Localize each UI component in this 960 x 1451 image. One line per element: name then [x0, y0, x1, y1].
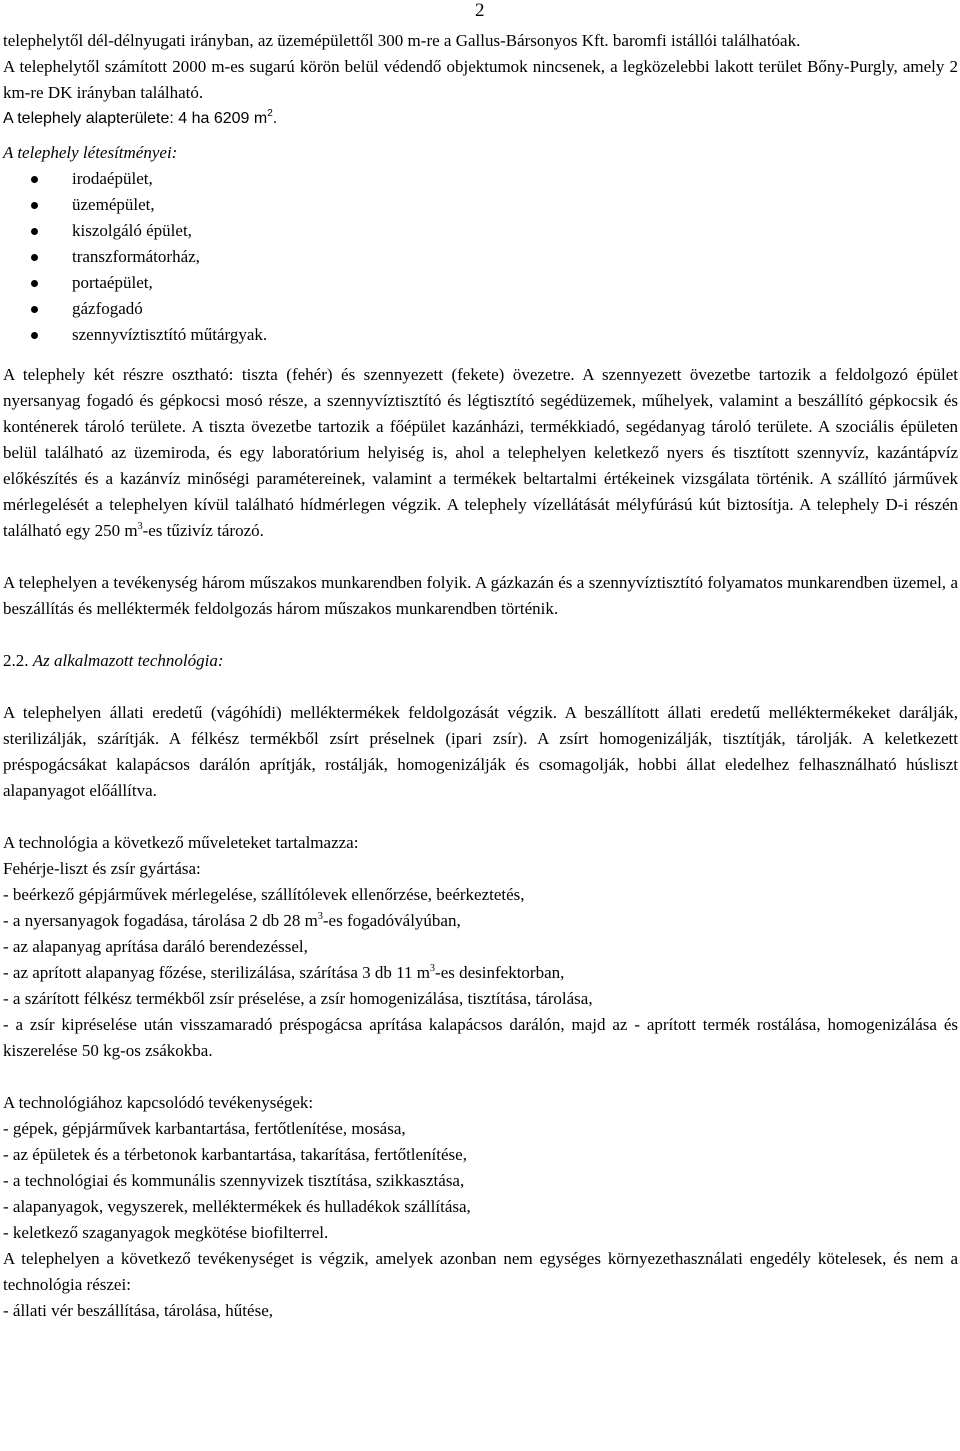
list-item: - az aprított alapanyag főzése, sterilizálása, szárítása 3 db 11 $m^3-es$ desinfektorban,: [3, 963, 565, 982]
list-item: - a technológiai és kommunális szennyvizek tisztítása, szikkasztása,: [3, 1171, 465, 1190]
paragraph-location: telephelytől dél-délnyugati irányban, az üzemépülettől 300 m-re a Gallus-Bársonyos Kft. baromfi istállói találhatóak.: [3, 31, 801, 50]
facility-label: irodaépület,: [72, 169, 153, 188]
list-item: - az alapanyag aprítása daráló berendezéssel,: [3, 937, 308, 956]
list-item: [3, 296, 958, 322]
bullet-icon: [31, 306, 38, 313]
list-item: - beérkező gépjárművek mérlegelése, szállítólevek ellenőrzése, beérkeztetés,: [3, 885, 525, 904]
paragraph-shifts: A telephelyen a tevékenység három műszakos munkarendben folyik. A gázkazán és a szennyvíztisztító folyamatos munkarendben üzemel, a beszállítás és melléktermék feldolgozás három műszakos munkarendben történik.: [3, 573, 958, 618]
bullet-icon: [31, 254, 38, 261]
bullet-icon: [31, 228, 38, 235]
list-item: [3, 322, 958, 348]
facility-label: kiszolgáló épület,: [72, 221, 192, 240]
paragraph-related-intro: A technológiához kapcsolódó tevékenységek:: [3, 1093, 314, 1112]
list-item: [3, 218, 958, 244]
paragraph-area: [3, 106, 958, 132]
area-sup: 2: [267, 108, 273, 119]
facility-label: szennyvíztisztító műtárgyak.: [72, 325, 268, 344]
list-item: [3, 192, 958, 218]
list-item: [3, 166, 958, 192]
list-item: - gépek, gépjárművek karbantartása, fertőtlenítése, mosása,: [3, 1119, 406, 1138]
list-item: - állati vér beszállítása, tárolása, hűtése,: [3, 1301, 273, 1320]
paragraph-surroundings: A telephelytől számított 2000 m-es sugarú körön belül védendő objektumok nincsenek, a legközelebbi lakott terület Bőny-Purgly, amely 2 km-re DK irányban található.: [3, 57, 958, 102]
section-number: 2.2.: [3, 651, 29, 670]
section-heading: [3, 648, 958, 674]
zones-end: -es tűzivíz tározó.: [142, 521, 264, 540]
steps-list: [3, 882, 958, 1064]
list-item: [3, 270, 958, 296]
list-item: [3, 244, 958, 270]
paragraph-other-activities: A telephelyen a következő tevékenységet is végzik, amelyek azonban nem egységes környezethasználati engedély kötelesek, és nem a technológia részei:: [3, 1249, 958, 1294]
bullet-icon: [31, 332, 38, 339]
paragraph-production-title: Fehérje-liszt és zsír gyártása:: [3, 859, 201, 878]
facilities-title: A telephely létesítményei:: [3, 143, 178, 162]
related-list: [3, 1116, 958, 1246]
bullet-icon: [31, 202, 38, 209]
list-item: - keletkező szaganyagok megkötése biofilterrel.: [3, 1223, 329, 1242]
area-text: A telephely alapterülete: 4 ha 6209 m: [3, 110, 268, 127]
bullet-icon: [31, 280, 38, 287]
facilities-list: [3, 166, 958, 348]
list-item: - a szárított félkész termékből zsír préselése, a zsír homogenizálása, tisztítása, tárolása,: [3, 989, 593, 1008]
zones-text: A telephely két részre osztható: tiszta (fehér) és szennyezett (fekete) övezetre. A szennyezett övezetbe tartozik a feldolgozó épület nyersanyag fogadó és gépkocsi mosó része, a szennyvíztisztító és légtisztító segédüzemek, műhelyek, valamint a beszállító gépkocsik és konténerek tároló területe. A tiszta övezetbe tartozik a főépület kazánházi, termékkiadó, segédanyag tároló területe. A szociális épületen belül található az üzemiroda, és egy laboratórium helyiség is, ahol a telephelyen keletkező nyers és tisztított szennyvíz, kazántápvíz előkészítés és a kazánvíz minőségi paramétereinek, valamint a termékek beltartalmi értékeinek vizsgálata történik. A szállító járművek mérlegelését a telephelyen kívül található hídmérlegen végzik. A telephely vízellátását mélyfúrású kút biztosítja. A telephely D-i részén található egy 250 m: [3, 365, 958, 540]
list-item: - alapanyagok, vegyszerek, melléktermékek és hulladékok szállítása,: [3, 1197, 471, 1216]
document-page: [3, 0, 958, 1324]
facility-label: üzemépület,: [72, 195, 155, 214]
paragraph-technology: A telephelyen állati eredetű (vágóhídi) melléktermékek feldolgozását végzik. A beszállított állati eredetű melléktermékeket darálják, sterilizálják, szárítják. A félkész termékből zsírt préselnek (ipari zsír). A zsírt homogenizálják, tisztítják, tárolják. A keletkezett préspogácsákat kalapácsos darálón aprítják, rostálják, homogenizálják és csomagolják, hobbi állat eledelhez felhasználható húsliszt alapanyagot előállítva.: [3, 703, 958, 800]
zones-sup: 3: [137, 521, 143, 532]
section-title: Az alkalmazott technológia:: [32, 651, 224, 670]
paragraph-operations-intro: A technológia a következő műveleteket tartalmazza:: [3, 833, 359, 852]
list-item: - az épületek és a térbetonok karbantartása, takarítása, fertőtlenítése,: [3, 1145, 467, 1164]
list-item: - a zsír kipréselése után visszamaradó préspogácsa aprítása kalapácsos darálón, majd az - aprított termék rostálása, homogenizálása és kiszerelése 50 kg-os zsákokba.: [3, 1015, 958, 1060]
list-item: - a nyersanyagok fogadása, tárolása 2 db 28 $m^3-es$ fogadóvályúban,: [3, 911, 461, 930]
page-number: 2: [475, 0, 485, 21]
paragraph-zones: [3, 362, 958, 544]
facility-label: portaépület,: [72, 273, 153, 292]
area-end: .: [272, 110, 278, 127]
bullet-icon: [31, 176, 38, 183]
facility-label: gázfogadó: [72, 299, 143, 318]
facility-label: transzformátorház,: [72, 247, 200, 266]
